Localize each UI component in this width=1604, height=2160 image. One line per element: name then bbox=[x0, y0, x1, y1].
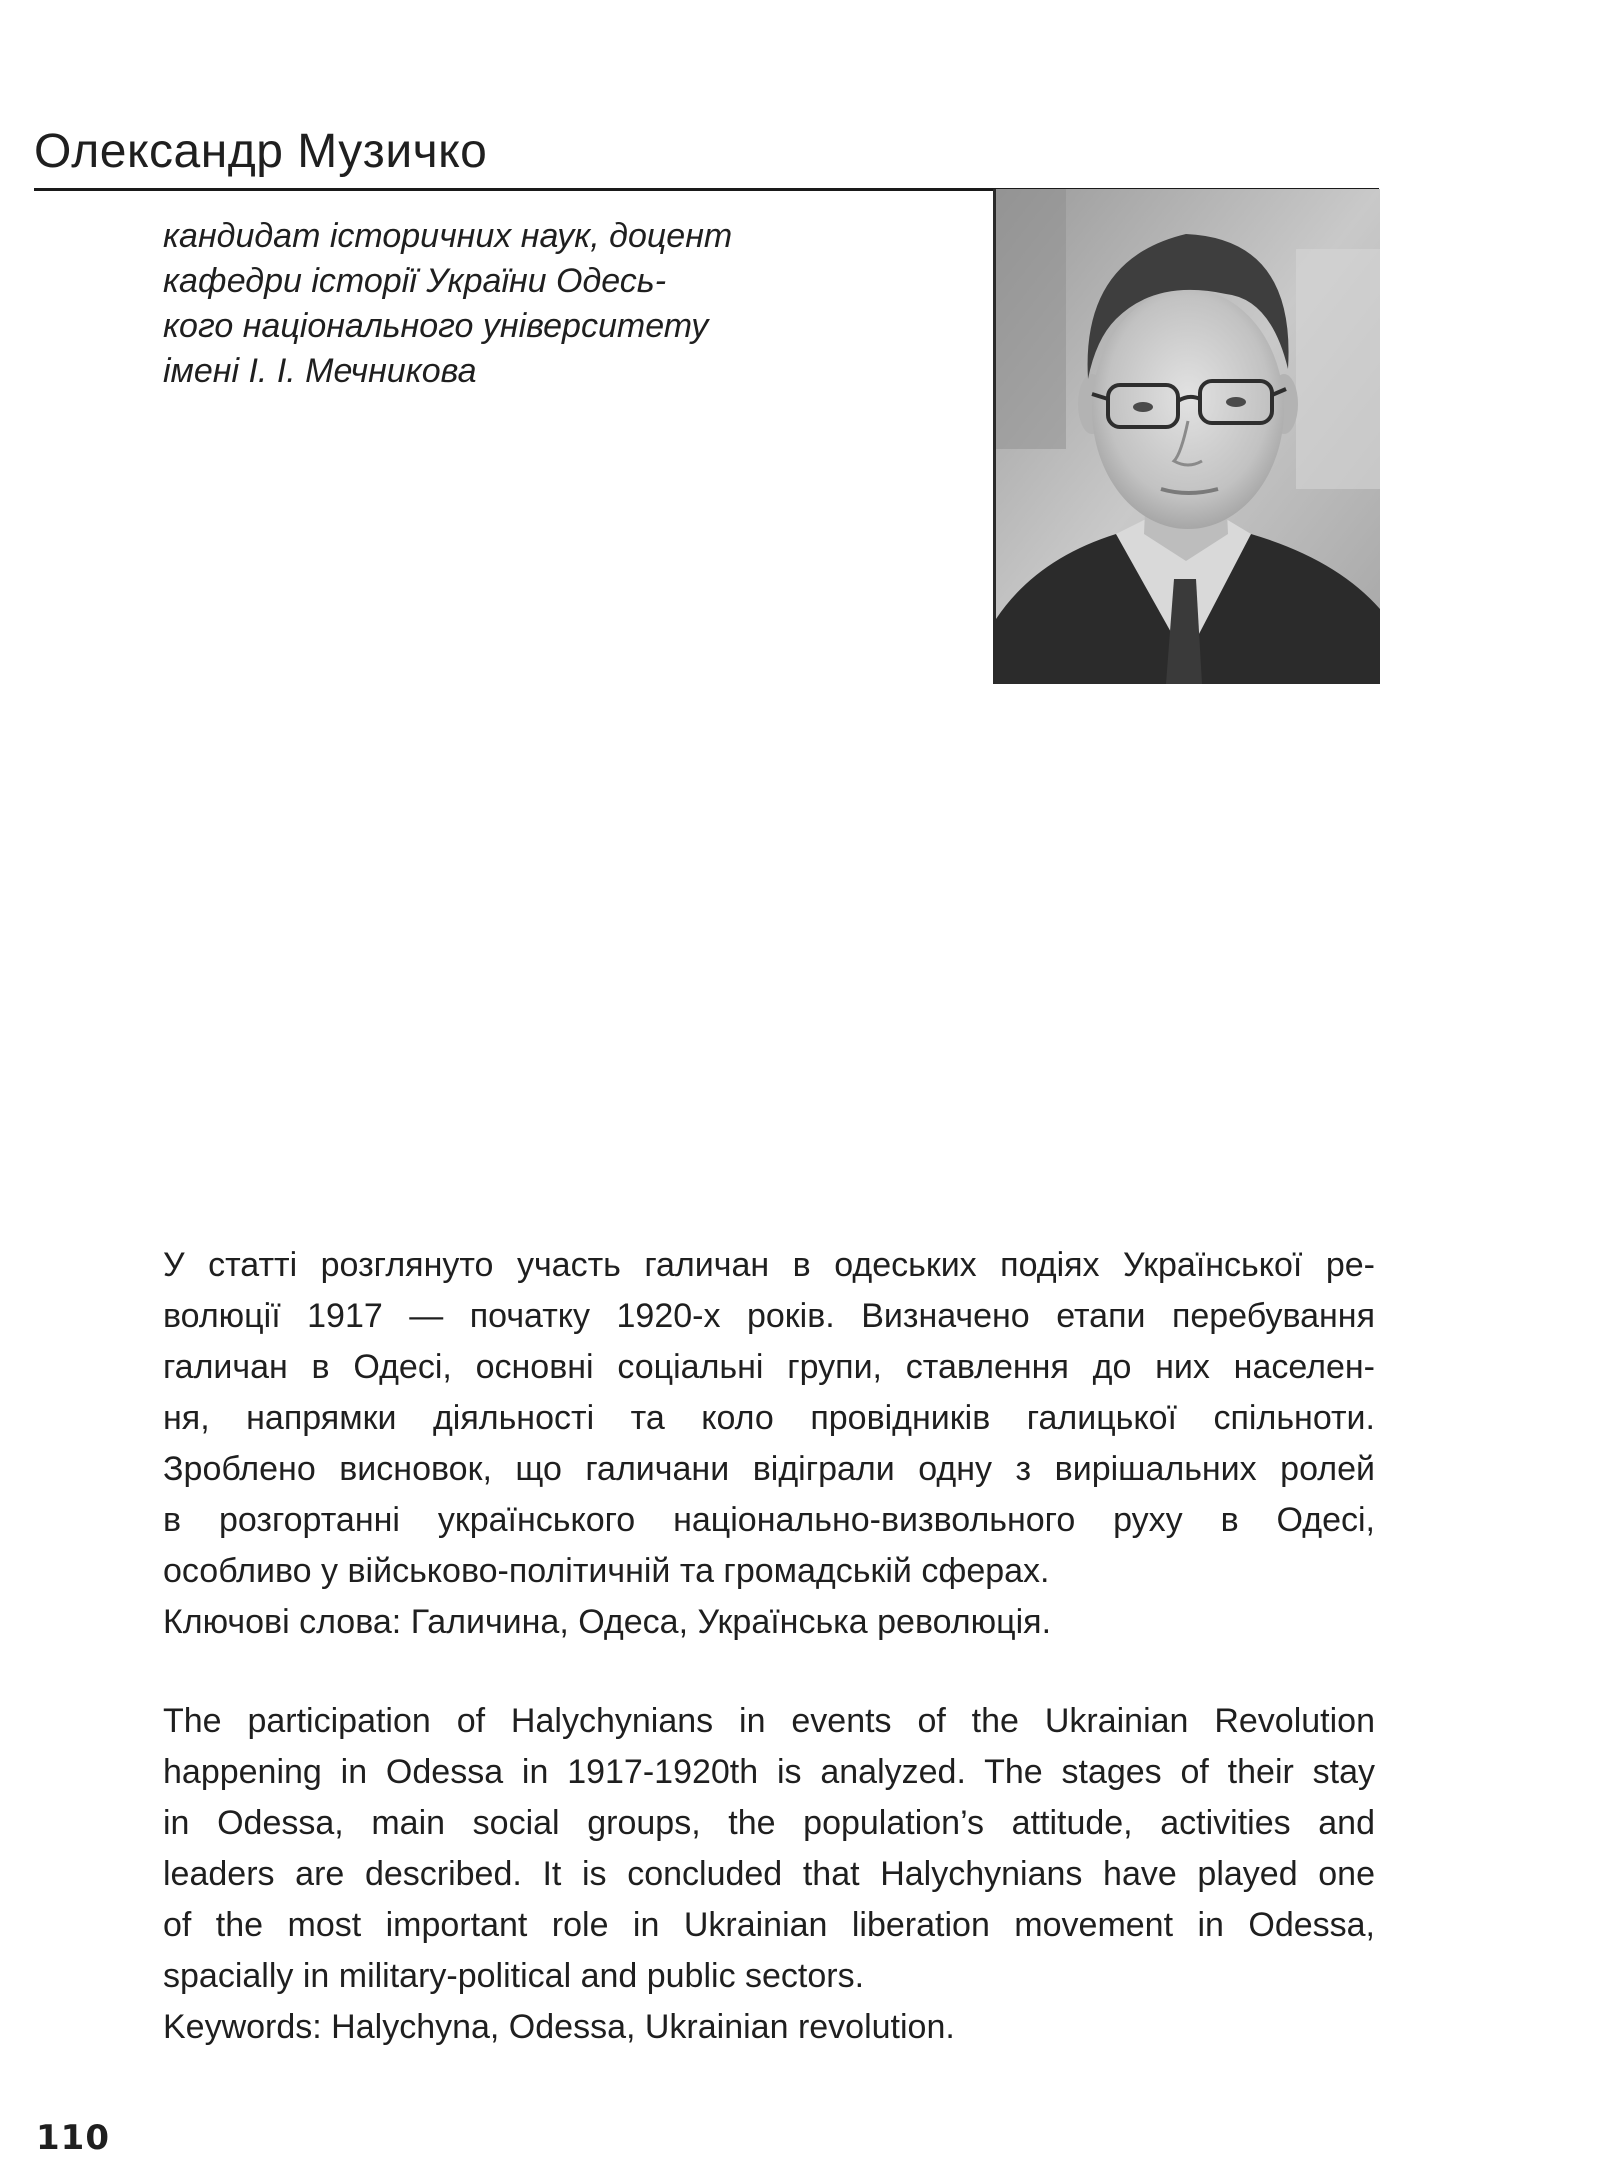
keywords-en: Keywords: Halychyna, Odessa, Ukrainian revolution. bbox=[163, 2008, 955, 2046]
author-name: Олександр Музичко bbox=[34, 125, 488, 178]
affiliation-line: кандидат історичних наук, доцент bbox=[163, 217, 733, 255]
abstract-en-line: spacially in military-political and public sectors. bbox=[163, 1957, 865, 1995]
abstract-en-line: The participation of Halychynians in events of the Ukrainian Revolution bbox=[163, 1702, 1375, 1740]
abstract-uk-line: ня, напрямки діяльності та коло провідників галицької спільноти. bbox=[163, 1399, 1375, 1437]
abstract-uk-line: галичан в Одесі, основні соціальні групи, ставлення до них населен- bbox=[163, 1348, 1375, 1386]
page-number: 110 bbox=[36, 2118, 110, 2158]
abstract-en-line: in Odessa, main social groups, the population’s attitude, activities and bbox=[163, 1804, 1375, 1842]
affiliation-line: кого національного університету bbox=[163, 307, 709, 345]
abstract-uk-line: в розгортанні українського національно-визвольного руху в Одесі, bbox=[163, 1501, 1375, 1539]
affiliation-line: кафедри історії України Одесь- bbox=[163, 262, 667, 300]
abstract-ukrainian bbox=[163, 1240, 1375, 1648]
abstract-en-line: happening in Odessa in 1917-1920th is analyzed. The stages of their stay bbox=[163, 1753, 1375, 1791]
abstract-en-line: of the most important role in Ukrainian liberation movement in Odessa, bbox=[163, 1906, 1375, 1944]
abstract-english bbox=[163, 1696, 1375, 2053]
affiliation-line: імені І. І. Мечникова bbox=[163, 352, 477, 390]
keywords-uk: Ключові слова: Галичина, Одеса, Українська революція. bbox=[163, 1603, 1052, 1641]
abstract-uk-line: У статті розглянуто участь галичан в одеських подіях Української ре- bbox=[163, 1246, 1375, 1284]
author-photo bbox=[993, 189, 1380, 684]
author-affiliation bbox=[163, 214, 803, 394]
abstract-uk-line: волюції 1917 — початку 1920-х років. Визначено етапи перебування bbox=[163, 1297, 1375, 1335]
abstract-uk-line: Зроблено висновок, що галичани відіграли одну з вирішальних ролей bbox=[163, 1450, 1375, 1488]
abstract-en-line: leaders are described. It is concluded that Halychynians have played one bbox=[163, 1855, 1375, 1893]
abstract-uk-line: особливо у військово-політичній та громадській сферах. bbox=[163, 1552, 1050, 1590]
